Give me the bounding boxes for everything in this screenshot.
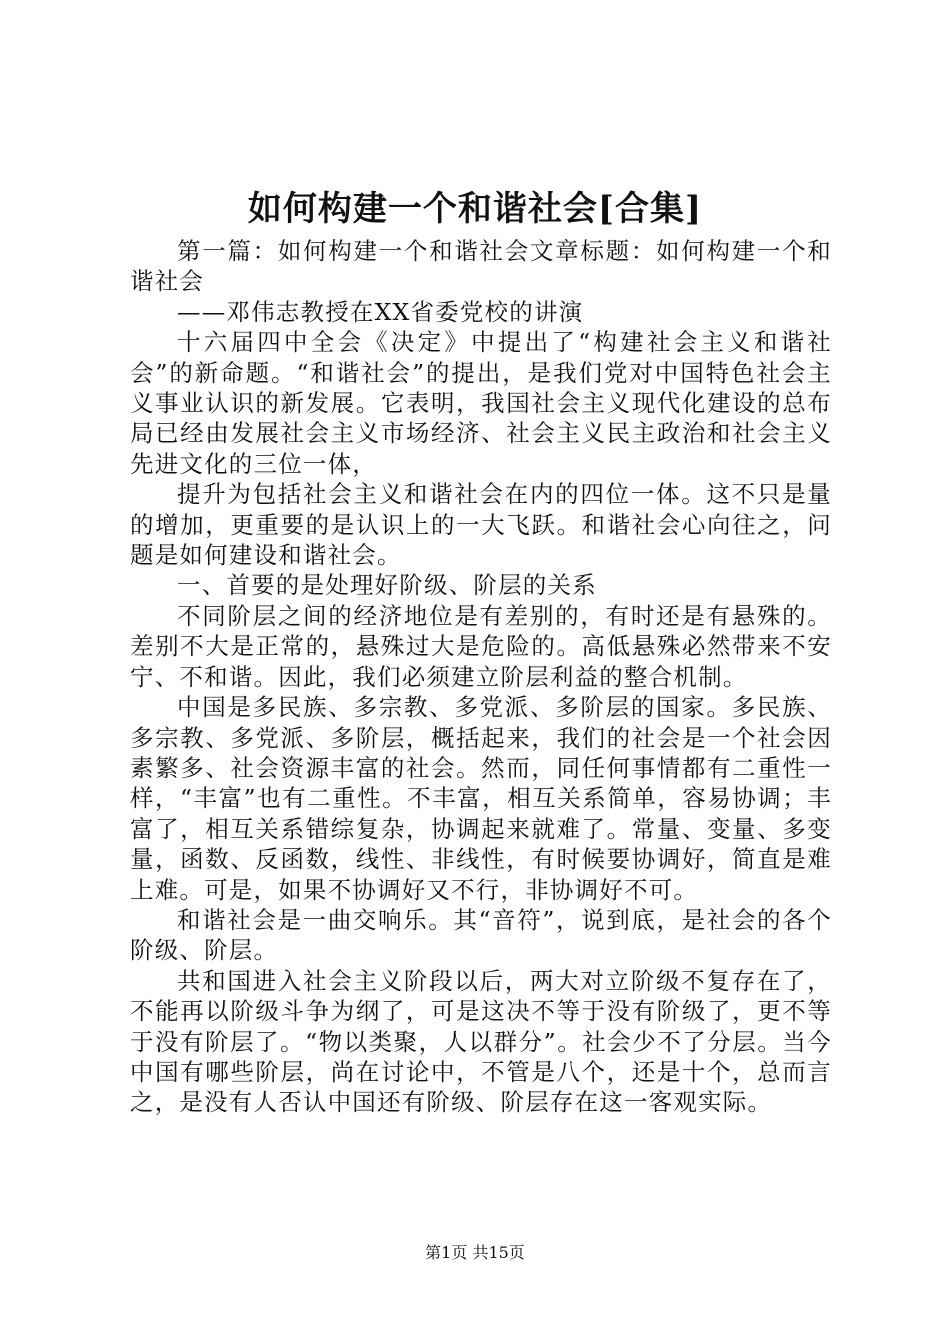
document-title: 如何构建一个和谐社会[合集] bbox=[247, 189, 703, 229]
paragraph-9: 共和国进入社会主义阶段以后，两大对立阶级不复存在了，不能再以阶级斗争为纲了，可是这决不等于没有阶级了，更不等于没有阶层了。“物以类聚，人以群分”。社会少不了分层。当今中国有哪些阶层，尚在讨论中，不管是八个，还是十个，总而言之，是没有人否认中国还有阶级、阶层存在这一客观实际。 bbox=[130, 966, 832, 1117]
paragraph-3: 十六届四中全会《决定》中提出了“构建社会主义和谐社会”的新命题。“和谐社会”的提出，是我们党对中国特色社会主义事业认识的新发展。它表明，我国社会主义现代化建设的总布局已经由发展社会主义市场经济、社会主义民主政治和社会主义先进文化的三位一体， bbox=[130, 328, 832, 478]
paragraph-2: ——邓伟志教授在XX省委党校的讲演 bbox=[177, 297, 584, 326]
paragraph-4: 提升为包括社会主义和谐社会在内的四位一体。这不只是量的增加，更重要的是认识上的一大飞跃。和谐社会心向往之，问题是如何建设和谐社会。 bbox=[130, 480, 832, 570]
page-footer: 第1页 共15页 bbox=[425, 1243, 525, 1262]
paragraph-1: 第一篇：如何构建一个和谐社会文章标题：如何构建一个和谐社会 bbox=[130, 237, 832, 296]
section-heading: 一、首要的是处理好阶级、阶层的关系 bbox=[177, 571, 597, 600]
paragraph-7: 中国是多民族、多宗教、多党派、多阶层的国家。多民族、多宗教、多党派、多阶层，概括起来，我们的社会是一个社会因素繁多、社会资源丰富的社会。然而，同任何事情都有二重性一样，“丰富”也有二重性。不丰富，相互关系简单，容易协调；丰富了，相互关系错综复杂，协调起来就难了。常量、变量、多变量，函数、反函数，线性、非线性，有时候要协调好，简直是难上难。可是，如果不协调好又不行，非协调好不可。 bbox=[130, 693, 832, 904]
document-body bbox=[130, 236, 832, 1118]
paragraph-8: 和谐社会是一曲交响乐。其“音符”，说到底，是社会的各个阶级、阶层。 bbox=[130, 905, 832, 965]
paragraph-6: 不同阶层之间的经济地位是有差别的，有时还是有悬殊的。差别不大是正常的，悬殊过大是危险的。高低悬殊必然带来不安宁、不和谐。因此，我们必须建立阶层利益的整合机制。 bbox=[130, 601, 832, 691]
